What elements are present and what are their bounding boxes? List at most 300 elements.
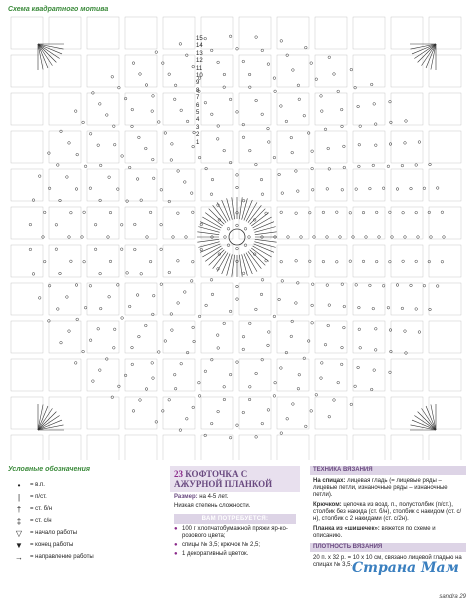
- grid-cell: [429, 359, 461, 391]
- chain-loop: [341, 346, 344, 349]
- chain-loop: [320, 377, 323, 380]
- chain-loop: [303, 114, 306, 117]
- chain-loop: [249, 322, 252, 325]
- chain-loop: [217, 347, 220, 350]
- grid-cell: [125, 207, 157, 239]
- material-item: [174, 551, 296, 558]
- chain-loop: [89, 133, 92, 136]
- corner-fan-stitch: [418, 44, 436, 62]
- chain-loop: [149, 260, 152, 263]
- grid-cell: [87, 435, 119, 460]
- chain-loop: [204, 101, 207, 104]
- chain-loop: [305, 46, 308, 49]
- crochet-technique: Крючком: цепочка из возд. п., полустолбик (п/ст.), столбик без накида (ст. б/н), столбик с накидом (ст. с/н), столбик с 2 накидами (ст. с/2н).: [313, 502, 462, 522]
- grid-cell: [87, 169, 119, 201]
- chain-loop: [76, 318, 79, 321]
- chain-loop: [97, 144, 100, 147]
- legend-item: [8, 515, 158, 527]
- chain-loop: [210, 279, 213, 282]
- chain-loop: [375, 211, 378, 214]
- chain-loop: [146, 236, 149, 239]
- chain-loop: [99, 103, 102, 106]
- chain-loop: [177, 212, 180, 215]
- chain-loop: [131, 363, 134, 366]
- chain-loop: [285, 351, 288, 354]
- grid-cell: [353, 359, 385, 391]
- chain-loop: [211, 178, 214, 181]
- chain-loop: [134, 248, 137, 251]
- chain-loop: [132, 410, 135, 413]
- grid-cell: [201, 169, 233, 201]
- chain-loop: [171, 329, 174, 332]
- chain-loop: [177, 302, 180, 305]
- chain-loop: [355, 188, 358, 191]
- project-info-panel: [170, 466, 300, 594]
- grid-cell: [315, 55, 347, 87]
- chain-loop: [350, 403, 353, 406]
- chain-loop: [273, 395, 276, 398]
- grid-cell: [11, 435, 43, 460]
- brand-watermark: Страна Мам: [352, 560, 459, 576]
- chain-loop: [280, 105, 283, 108]
- chain-loop: [60, 130, 63, 133]
- legend-item: [8, 527, 158, 539]
- legend-label: = конец работы: [30, 542, 74, 548]
- chain-loop: [97, 328, 100, 331]
- chain-loop: [216, 138, 219, 141]
- grid-cell: [163, 397, 195, 429]
- chain-loop: [436, 285, 439, 288]
- stitch-line: [227, 198, 233, 219]
- chain-loop: [198, 156, 201, 159]
- chain-loop: [139, 399, 142, 402]
- grid-cell: [315, 17, 347, 49]
- grid-cell: [49, 245, 81, 277]
- grid-cell: [429, 321, 461, 353]
- chain-loop: [280, 211, 283, 214]
- grid-cell: [391, 359, 423, 391]
- chain-loop: [261, 279, 264, 282]
- chain-loop: [55, 248, 58, 251]
- chain-loop: [274, 381, 277, 384]
- stitch-line: [239, 255, 242, 277]
- grid-cell: [49, 321, 81, 353]
- chain-loop: [74, 110, 77, 113]
- chain-loop: [170, 159, 173, 162]
- chain-loop: [68, 330, 71, 333]
- legend-label: = направление работы: [30, 554, 94, 560]
- grid-cell: [391, 207, 423, 239]
- grid-cell: [391, 435, 423, 460]
- grid-cell: [125, 397, 157, 429]
- grid-cell: [239, 93, 271, 125]
- chain-loop: [236, 111, 239, 114]
- chain-loop: [120, 248, 123, 251]
- legend-item: [8, 551, 158, 563]
- chain-loop: [260, 293, 263, 296]
- chain-loop: [177, 260, 180, 263]
- chain-loop: [160, 223, 163, 226]
- chain-loop: [267, 344, 270, 347]
- chain-loop: [324, 343, 327, 346]
- chain-loop: [242, 335, 245, 338]
- chain-loop: [108, 176, 111, 179]
- chain-loop: [358, 328, 361, 331]
- chain-loop: [210, 193, 213, 196]
- chain-loop: [267, 409, 270, 412]
- chain-loop: [174, 84, 177, 87]
- chain-loop: [242, 348, 245, 351]
- chain-loop: [111, 396, 114, 399]
- row-number: 7: [196, 95, 200, 102]
- chain-loop: [298, 98, 301, 101]
- chain-loop: [402, 211, 405, 214]
- chain-loop: [155, 421, 158, 424]
- chain-loop: [236, 186, 239, 189]
- chain-loop: [68, 142, 71, 145]
- chain-loop: [410, 284, 413, 287]
- chain-loop: [236, 224, 239, 227]
- chain-loop: [106, 114, 109, 117]
- chain-loop: [160, 248, 163, 251]
- chain-loop: [92, 380, 95, 383]
- grid-cell: [353, 93, 385, 125]
- chain-loop: [186, 120, 189, 123]
- grid-cell: [239, 435, 271, 460]
- chain-loop: [168, 399, 171, 402]
- chain-loop: [373, 369, 376, 372]
- chain-loop: [229, 436, 232, 439]
- grid-cell: [87, 245, 119, 277]
- chain-loop: [423, 187, 426, 190]
- chain-loop: [223, 386, 226, 389]
- chain-loop: [149, 211, 152, 214]
- grid-cell: [277, 93, 309, 125]
- chain-loop: [223, 73, 226, 76]
- chain-loop: [310, 62, 313, 65]
- chain-loop: [337, 381, 340, 384]
- chain-loop: [255, 436, 258, 439]
- grid-cell: [277, 55, 309, 87]
- chain-loop: [164, 132, 167, 135]
- chain-loop: [291, 320, 294, 323]
- chain-loop: [273, 156, 276, 159]
- grid-cell: [163, 359, 195, 391]
- chain-loop: [428, 211, 431, 214]
- grid-cell: [11, 131, 43, 163]
- chain-loop: [295, 260, 298, 263]
- grid-cell: [87, 359, 119, 391]
- chain-loop: [160, 283, 163, 286]
- chain-loop: [158, 351, 161, 354]
- chain-loop: [185, 236, 188, 239]
- chain-loop: [328, 304, 331, 307]
- size-label: Размер:: [174, 494, 198, 500]
- chain-loop: [290, 335, 293, 338]
- knit-technique: На спицах: лицевая гладь (= лицевые ряды – лицевые петли, изнаночные ряды – изнаночные петли).: [313, 478, 448, 498]
- chain-loop: [255, 372, 258, 375]
- chain-loop: [117, 284, 120, 287]
- chain-loop: [242, 60, 245, 63]
- chain-loop: [311, 283, 314, 286]
- grid-cell: [315, 359, 347, 391]
- chain-loop: [357, 366, 360, 369]
- materials-title: ВАМ ПОТРЕБУЕТСЯ:: [174, 514, 296, 524]
- grid-cell: [87, 17, 119, 49]
- chain-loop: [89, 339, 92, 342]
- chain-loop: [295, 212, 298, 215]
- bobble-band-technique: Планка из «шишечек»: вяжется по схеме и описанию.: [313, 526, 436, 539]
- chain-loop: [48, 187, 51, 190]
- chain-loop: [198, 315, 201, 318]
- chain-loop: [66, 296, 69, 299]
- chain-loop: [372, 307, 375, 310]
- legend-item: [8, 479, 158, 491]
- difficulty-line: Низкая степень сложности.: [174, 503, 251, 509]
- grid-cell: [87, 283, 119, 315]
- chain-loop: [180, 109, 183, 112]
- chain-loop: [307, 340, 310, 343]
- chain-loop: [354, 86, 357, 89]
- chain-loop: [227, 228, 230, 231]
- chain-loop: [113, 143, 116, 146]
- chain-loop: [59, 272, 62, 275]
- chain-loop: [327, 147, 330, 150]
- grid-cell: [87, 131, 119, 163]
- chain-loop: [404, 142, 407, 145]
- chain-loop: [151, 362, 154, 365]
- legend-label: = п/ст.: [30, 494, 47, 500]
- legend-item: [8, 503, 158, 515]
- chain-loop: [418, 331, 421, 334]
- chain-loop: [152, 377, 155, 380]
- chain-loop: [358, 165, 361, 168]
- chain-loop: [415, 308, 418, 311]
- chain-loop: [70, 211, 73, 214]
- chain-loop: [341, 189, 344, 192]
- chain-loop: [57, 164, 60, 167]
- chain-loop: [74, 362, 77, 365]
- chain-loop: [152, 177, 155, 180]
- chain-loop: [131, 125, 134, 128]
- direction-arrow-icon: →: [15, 552, 23, 562]
- grid-cell: [87, 55, 119, 87]
- grid-cell: [163, 93, 195, 125]
- grid-cell: [201, 93, 233, 125]
- chain-loop: [287, 236, 290, 239]
- chain-loop: [387, 165, 390, 168]
- chain-loop: [124, 97, 127, 100]
- chain-loop: [341, 125, 344, 128]
- chain-loop: [134, 223, 137, 226]
- chain-loop: [145, 84, 148, 87]
- chain-loop: [109, 211, 112, 214]
- half-double-icon: |: [17, 492, 21, 502]
- grid-cell: [353, 397, 385, 429]
- chain-loop: [242, 199, 245, 202]
- legend-label: = ст. б/н: [30, 506, 53, 512]
- grid-cell: [391, 397, 423, 429]
- grid-cell: [315, 169, 347, 201]
- chain-loop: [236, 174, 239, 177]
- chain-loop: [152, 158, 155, 161]
- chain-loop: [198, 381, 201, 384]
- chain-loop: [242, 272, 245, 275]
- chain-loop: [190, 192, 193, 195]
- grid-cell: [49, 169, 81, 201]
- chain-loop: [151, 110, 154, 113]
- chain-loop: [249, 149, 252, 152]
- row-number: 14: [196, 43, 203, 50]
- chain-loop: [94, 248, 97, 251]
- legend-label: = ст. с/н: [30, 518, 52, 524]
- grid-cell: [353, 207, 385, 239]
- chain-loop: [327, 324, 330, 327]
- row-number: 1: [196, 139, 200, 146]
- chain-loop: [297, 84, 300, 87]
- grid-cell: [11, 283, 43, 315]
- grid-cell: [163, 321, 195, 353]
- grid-cell: [277, 207, 309, 239]
- grid-cell: [11, 245, 43, 277]
- chain-loop: [285, 120, 288, 123]
- chain-loop: [415, 164, 418, 167]
- chain-loop: [204, 370, 207, 373]
- stitch-line: [197, 232, 219, 235]
- chain-loop: [273, 315, 276, 318]
- chain-loop: [192, 326, 195, 329]
- chain-loop: [192, 260, 195, 263]
- chain-loop: [369, 284, 372, 287]
- chain-loop: [99, 199, 102, 202]
- chart-title: Схема квадратного мотива: [8, 6, 109, 13]
- chain-loop: [99, 164, 102, 167]
- chain-loop: [99, 307, 102, 310]
- grid-cell: [163, 283, 195, 315]
- chain-loop: [168, 271, 171, 274]
- chain-loop: [292, 403, 295, 406]
- chain-loop: [177, 170, 180, 173]
- chain-loop: [336, 261, 339, 264]
- chain-loop: [362, 260, 365, 263]
- chain-loop: [120, 224, 123, 227]
- grid-cell: [391, 321, 423, 353]
- grid-cell: [49, 131, 81, 163]
- stitch-line: [255, 239, 277, 242]
- grid-cell: [277, 131, 309, 163]
- chain-loop: [236, 285, 239, 288]
- chain-loop: [261, 113, 264, 116]
- grid-cell: [315, 397, 347, 429]
- chain-loop: [216, 334, 219, 337]
- chain-loop: [107, 236, 110, 239]
- chain-loop: [82, 350, 85, 353]
- chain-loop: [281, 280, 284, 283]
- legend-title: Условные обозначения: [8, 466, 91, 473]
- chain-loop: [48, 284, 51, 287]
- chain-loop: [244, 228, 247, 231]
- chain-loop: [357, 105, 360, 108]
- chain-loop: [59, 199, 62, 202]
- grid-cell: [125, 245, 157, 277]
- grid-cell: [353, 17, 385, 49]
- chain-loop: [186, 351, 189, 354]
- chain-loop: [358, 306, 361, 309]
- chain-loop: [396, 188, 399, 191]
- grid-cell: [353, 131, 385, 163]
- grid-cell: [277, 169, 309, 201]
- chain-loop: [375, 328, 378, 331]
- bullet-icon: ●: [174, 526, 178, 532]
- chain-loop: [322, 211, 325, 214]
- grid-cell: [125, 93, 157, 125]
- chain-loop: [286, 418, 289, 421]
- project-number: 23: [174, 469, 183, 479]
- chain-loop: [229, 373, 232, 376]
- chain-loop: [152, 313, 155, 316]
- chain-loop: [382, 285, 385, 288]
- grid-cell: [49, 207, 81, 239]
- chain-loop: [229, 310, 232, 313]
- chain-loop: [131, 108, 134, 111]
- chain-loop: [280, 367, 283, 370]
- chain-loop: [428, 260, 431, 263]
- chain-loop: [68, 236, 71, 239]
- chain-loop: [375, 144, 378, 147]
- chain-loop: [66, 176, 69, 179]
- chain-loop: [297, 190, 300, 193]
- chain-loop: [307, 132, 310, 135]
- chain-loop: [172, 236, 175, 239]
- grid-cell: [87, 397, 119, 429]
- chain-loop: [340, 108, 343, 111]
- chain-loop: [303, 357, 306, 360]
- size-line: [174, 494, 296, 501]
- chain-loop: [168, 200, 171, 203]
- grid-cell: [125, 283, 157, 315]
- chain-loop: [192, 65, 195, 68]
- grid-cell: [163, 435, 195, 460]
- grid-cell: [429, 435, 461, 460]
- chain-loop: [223, 322, 226, 325]
- chain-loop: [349, 260, 352, 263]
- chain-loop: [75, 284, 78, 287]
- chain-loop: [192, 145, 195, 148]
- grid-cell: [201, 17, 233, 49]
- chain-loop: [429, 163, 432, 166]
- chain-loop: [204, 37, 207, 40]
- chain-loop: [192, 211, 195, 214]
- chain-loop: [326, 284, 329, 287]
- legend-panel: [8, 466, 158, 594]
- chain-loop: [374, 349, 377, 352]
- chain-loop: [273, 77, 276, 80]
- chain-loop: [140, 273, 143, 276]
- material-item: [174, 542, 296, 549]
- chain-loop: [337, 90, 340, 93]
- chain-loop: [179, 43, 182, 46]
- chain-loop: [382, 187, 385, 190]
- grid-cell: [315, 321, 347, 353]
- grid-cell: [315, 207, 347, 239]
- grid-cell: [353, 283, 385, 315]
- project-header: [170, 466, 300, 492]
- stitch-line: [254, 242, 275, 248]
- chain-loop: [83, 211, 86, 214]
- chain-loop: [349, 212, 352, 215]
- chain-loop: [280, 40, 283, 43]
- chain-loop: [236, 361, 239, 364]
